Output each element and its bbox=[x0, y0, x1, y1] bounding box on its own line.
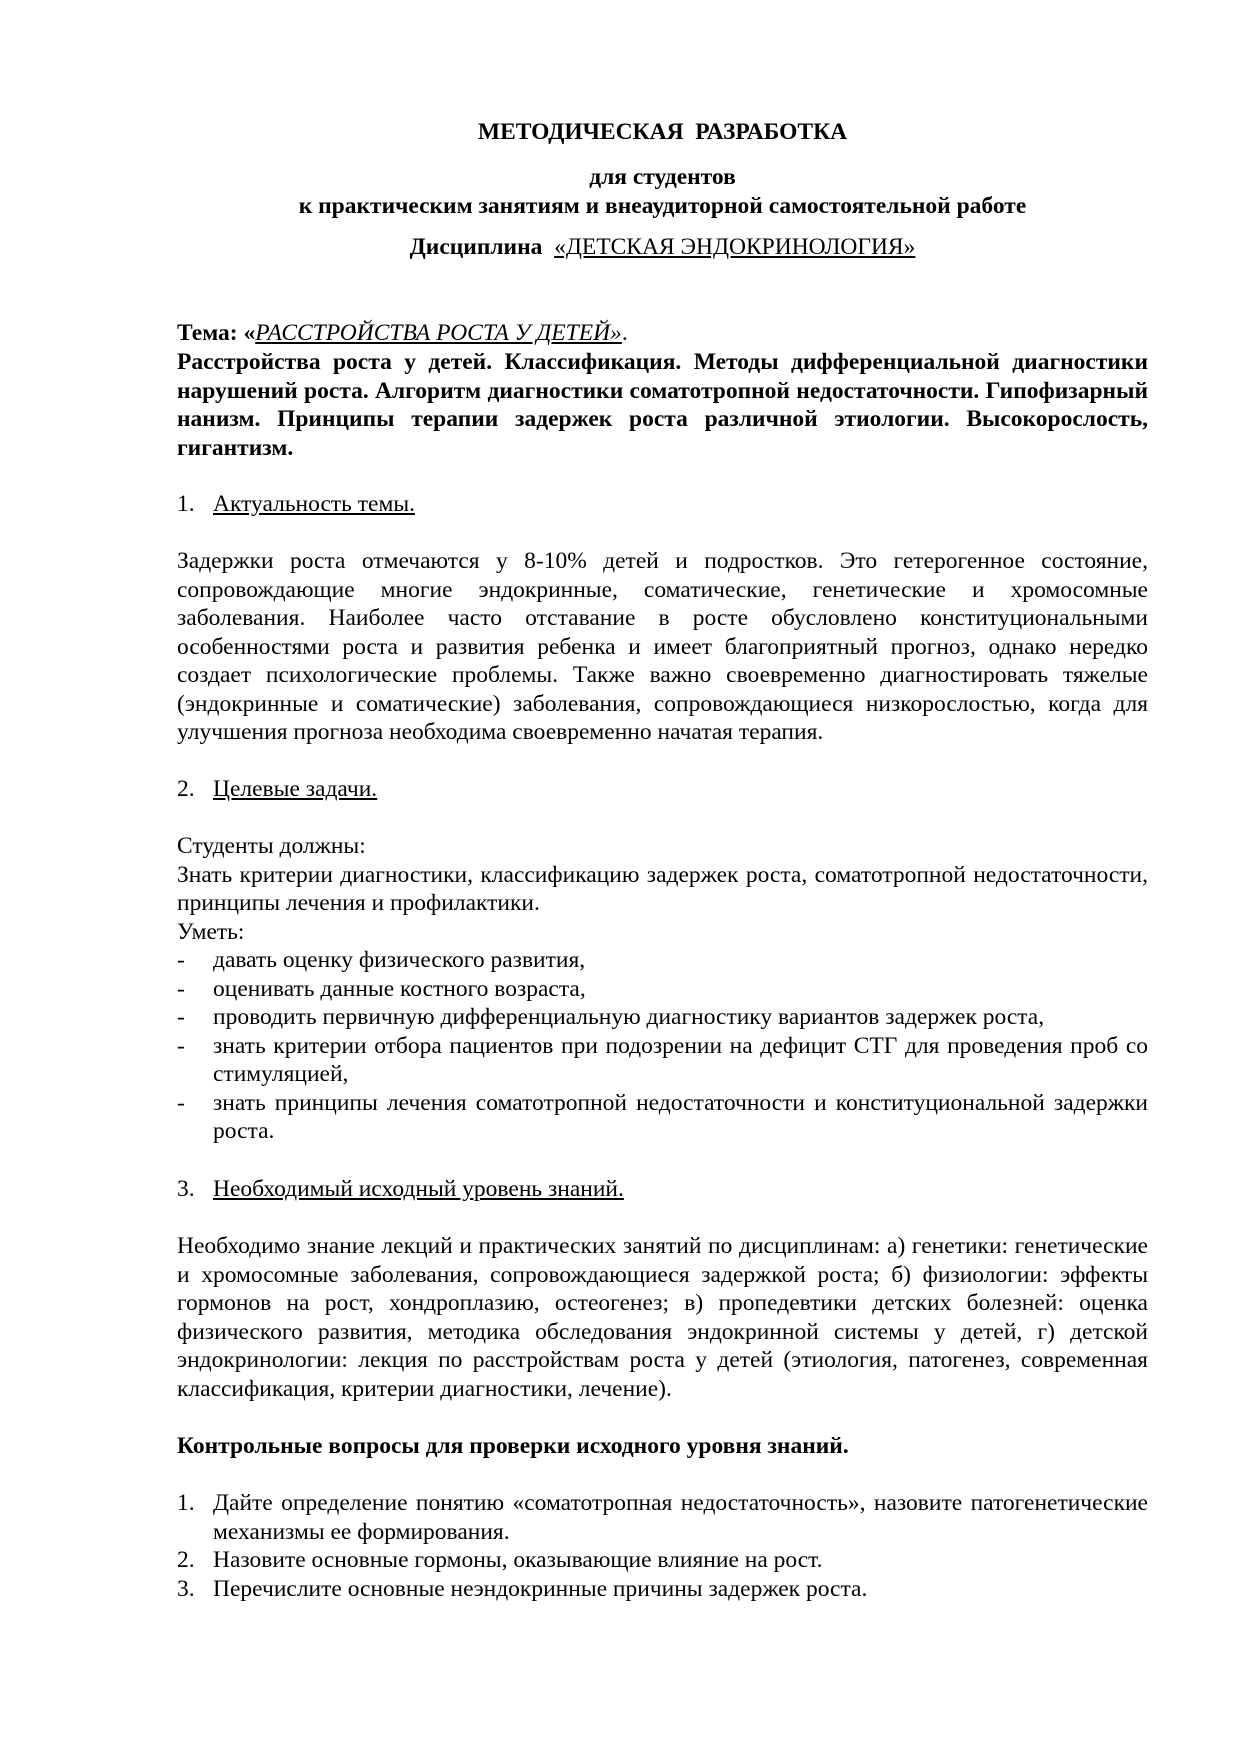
topic-title: РАССТРОЙСТВА РОСТА У ДЕТЕЙ» bbox=[255, 320, 622, 346]
question-text: Перечислите основные неэндокринные причины задержек роста. bbox=[213, 1575, 868, 1602]
list-item bbox=[177, 1089, 1148, 1146]
question-number: 2. bbox=[177, 1547, 195, 1573]
topic-line bbox=[177, 319, 1148, 348]
control-heading-text: Контрольные вопросы для проверки исходного уровня знаний. bbox=[177, 1433, 849, 1459]
skills-list bbox=[177, 946, 1148, 1146]
section-3-heading-text: Необходимый исходный уровень знаний. bbox=[213, 1176, 624, 1202]
section-2-able-label: Уметь: bbox=[177, 918, 245, 945]
list-item bbox=[177, 946, 1148, 975]
document-title bbox=[177, 118, 1148, 147]
topic-label: Тема: « bbox=[177, 320, 256, 346]
section-2-intro: Студенты должны: bbox=[177, 833, 366, 859]
section-3-heading bbox=[177, 1175, 1148, 1204]
section-3-text: Необходимо знание лекций и практических занятий по дисциплинам: а) генетики: генетические и хромосомные заболевания, сопровождающиеся задержкой роста; б) физиологии: эффекты гормонов на рост, хондроплазию, остеогенез; в) пропедевтики детских болезней: оценка физического развития, методика обследования эндокринной системы у детей, г) детской эндокринологии: лекция по расстройствам роста у детей (этиология, патогенез, современная классификация, критерии диагностики, лечение). bbox=[177, 1233, 1148, 1402]
skill-text: знать принципы лечения соматотропной недостаточности и конституциональной задержки роста. bbox=[213, 1089, 1148, 1144]
skill-text: знать критерии отбора пациентов при подозрении на дефицит СТГ для проведения проб со стимуляцией, bbox=[213, 1032, 1148, 1087]
subtitle-line-2 bbox=[177, 192, 1148, 221]
discipline-value: «ДЕТСКАЯ ЭНДОКРИНОЛОГИЯ» bbox=[554, 234, 916, 260]
section-3-number: 3. bbox=[177, 1176, 195, 1202]
list-item bbox=[177, 1003, 1148, 1032]
list-dash: - bbox=[177, 1089, 185, 1116]
section-1-heading bbox=[177, 490, 1148, 519]
list-item bbox=[177, 1575, 1148, 1604]
section-3-paragraph bbox=[177, 1232, 1148, 1403]
discipline-label: Дисциплина bbox=[409, 234, 543, 260]
list-item bbox=[177, 1546, 1148, 1575]
control-questions-list bbox=[177, 1489, 1148, 1603]
section-1-heading-text: Актуальность темы. bbox=[213, 491, 415, 517]
title-text: МЕТОДИЧЕСКАЯ РАЗРАБОТКА bbox=[477, 119, 848, 145]
subtitle-line-1 bbox=[177, 163, 1148, 192]
topic-title-end: . bbox=[621, 320, 628, 346]
section-2-heading-text: Целевые задачи. bbox=[213, 776, 378, 802]
list-dash: - bbox=[177, 947, 185, 973]
section-1-paragraph bbox=[177, 547, 1148, 747]
subtitle-line-1-text: для студентов bbox=[589, 164, 736, 190]
question-text: Назовите основные гормоны, оказывающие влияние на рост. bbox=[213, 1547, 823, 1573]
topic-subtitle bbox=[177, 348, 1148, 462]
section-1-text: Задержки роста отмечаются у 8-10% детей и подростков. Это гетерогенное состояние, сопровождающие многие эндокринные, соматические, генетические и хромосомные заболевания. Наиболее часто отставание в росте обусловлено конституциональными особенностями роста и развития ребенка и имеет благоприятный прогноз, однако нередко создает психологические проблемы. Также важно своевременно диагностировать тяжелые (эндокринные и соматические) заболевания, сопровождающиеся низкорослостью, когда для улучшения прогноза необходима своевременно начатая терапия. bbox=[177, 548, 1148, 745]
section-2-body bbox=[177, 832, 1148, 1146]
list-item bbox=[177, 1032, 1148, 1089]
skill-text: давать оценку физического развития, bbox=[213, 947, 586, 973]
section-2-heading bbox=[177, 775, 1148, 804]
skill-text: оценивать данные костного возраста, bbox=[213, 975, 586, 1002]
section-1-number: 1. bbox=[177, 491, 195, 517]
subtitle-line-2-text: к практическим занятиям и внеаудиторной самостоятельной работе bbox=[298, 193, 1027, 219]
control-questions-heading bbox=[177, 1432, 1148, 1461]
question-number: 3. bbox=[177, 1575, 195, 1602]
list-item bbox=[177, 975, 1148, 1004]
list-dash: - bbox=[177, 1004, 185, 1030]
section-2-number: 2. bbox=[177, 776, 195, 802]
section-2-know: Знать критерии диагностики, классификацию задержек роста, соматотропной недостаточности, принципы лечения и профилактики. bbox=[177, 861, 1148, 916]
list-item bbox=[177, 1489, 1148, 1546]
list-dash: - bbox=[177, 1032, 185, 1059]
skill-text: проводить первичную дифференциальную диагностику вариантов задержек роста, bbox=[213, 1004, 1045, 1030]
topic-subtitle-text: Расстройства роста у детей. Классификация. Методы дифференциальной диагностики нарушений роста. Алгоритм диагностики соматотропной недостаточности. Гипофизарный нанизм. Принципы терапии задержек роста различной этиологии. Высокорослость, гигантизм. bbox=[177, 349, 1148, 461]
question-number: 1. bbox=[177, 1490, 195, 1516]
question-text: Дайте определение понятию «соматотропная недостаточность», назовите патогенетические механизмы ее формирования. bbox=[213, 1490, 1148, 1545]
list-dash: - bbox=[177, 975, 185, 1002]
discipline-line bbox=[177, 233, 1148, 262]
